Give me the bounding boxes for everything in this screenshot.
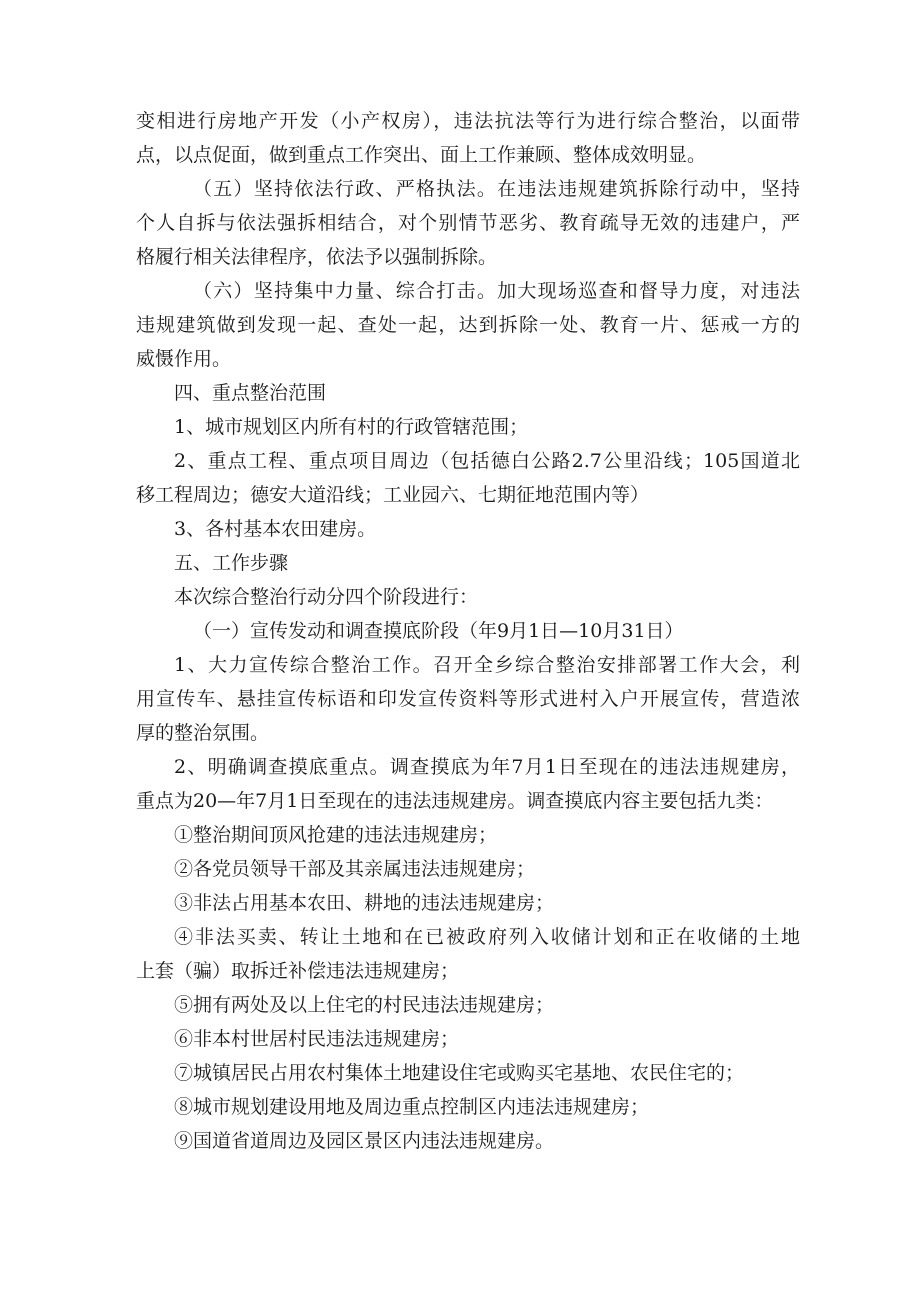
text-line: （五）坚持依法行政、严格执法。在违法违规建筑拆除行动中，坚持 <box>193 178 800 200</box>
text-line: ⑥非本村世居村民违法违规建房； <box>174 1028 460 1050</box>
text-line: 厚的整治氛围。 <box>136 722 270 744</box>
text-line: ②各党员领导干部及其亲属违法违规建房； <box>174 858 536 880</box>
paragraph <box>136 410 800 444</box>
text-line: ③非法占用基本农田、耕地的违法违规建房； <box>174 892 555 914</box>
paragraph <box>136 886 800 920</box>
text-line: ⑧城市规划建设用地及周边重点控制区内违法违规建房； <box>174 1096 650 1118</box>
text-line: 威慑作用。 <box>136 348 232 370</box>
text-line: ④非法买卖、转让土地和在已被政府列入收储计划和正在收储的土地 <box>174 926 800 948</box>
paragraph <box>136 580 800 614</box>
text-line: 格履行相关法律程序，依法予以强制拆除。 <box>136 246 498 268</box>
paragraph <box>136 546 800 580</box>
text-line: （一）宣传发动和调查摸底阶段（年9月1日—10月31日） <box>193 620 684 642</box>
paragraph <box>136 988 800 1022</box>
paragraph <box>136 512 800 546</box>
text-line: 移工程周边；德安大道沿线；工业园六、七期征地范围内等） <box>136 484 650 506</box>
paragraph <box>136 920 800 988</box>
document-body <box>136 104 800 1158</box>
text-line: 1、大力宣传综合整治工作。召开全乡综合整治安排部署工作大会，利 <box>174 654 800 676</box>
text-line: 四、重点整治范围 <box>174 382 327 404</box>
paragraph <box>136 376 800 410</box>
paragraph <box>136 750 800 818</box>
paragraph <box>136 1022 800 1056</box>
text-line: 变相进行房地产开发（小产权房），违法抗法等行为进行综合整治，以面带 <box>136 110 800 132</box>
text-line: 本次综合整治行动分四个阶段进行： <box>174 586 479 608</box>
text-line: 1、城市规划区内所有村的行政管辖范围； <box>174 416 529 438</box>
text-line: 2、重点工程、重点项目周边（包括德白公路2.7公里沿线；105国道北 <box>174 450 800 472</box>
text-line: ⑤拥有两处及以上住宅的村民违法违规建房； <box>174 994 555 1016</box>
text-line: 违规建筑做到发现一起、查处一起，达到拆除一处、教育一片、惩戒一方的 <box>136 314 800 336</box>
text-line: 五、工作步骤 <box>174 552 289 574</box>
text-line: ⑨国道省道周边及园区景区内违法违规建房。 <box>174 1130 555 1152</box>
paragraph <box>136 1090 800 1124</box>
text-line: ⑦城镇居民占用农村集体土地建设住宅或购买宅基地、农民住宅的； <box>174 1062 745 1084</box>
paragraph <box>136 104 800 172</box>
text-line: 3、各村基本农田建房。 <box>174 518 377 540</box>
paragraph <box>136 444 800 512</box>
text-line: 点，以点促面，做到重点工作突出、面上工作兼顾、整体成效明显。 <box>136 144 707 166</box>
paragraph <box>136 648 800 750</box>
text-line: 个人自拆与依法强拆相结合，对个别情节恶劣、教育疏导无效的违建户，严 <box>136 212 800 234</box>
text-line: 上套（骗）取拆迁补偿违法违规建房； <box>136 960 460 982</box>
text-line: 重点为20—年7月1日至现在的违法违规建房。调查摸底内容主要包括九类： <box>136 790 774 812</box>
text-line: 用宣传车、悬挂宣传标语和印发宣传资料等形式进村入户开展宣传，营造浓 <box>136 688 800 710</box>
paragraph <box>136 172 800 274</box>
paragraph <box>136 614 800 648</box>
paragraph <box>136 274 800 376</box>
text-line: 2、明确调查摸底重点。调查摸底为年7月1日至现在的违法违规建房， <box>174 756 800 778</box>
paragraph <box>136 1124 800 1158</box>
paragraph <box>136 1056 800 1090</box>
paragraph <box>136 818 800 852</box>
text-line: （六）坚持集中力量、综合打击。加大现场巡查和督导力度，对违法 <box>193 280 800 302</box>
paragraph <box>136 852 800 886</box>
text-line: ①整治期间顶风抢建的违法违规建房； <box>174 824 498 846</box>
